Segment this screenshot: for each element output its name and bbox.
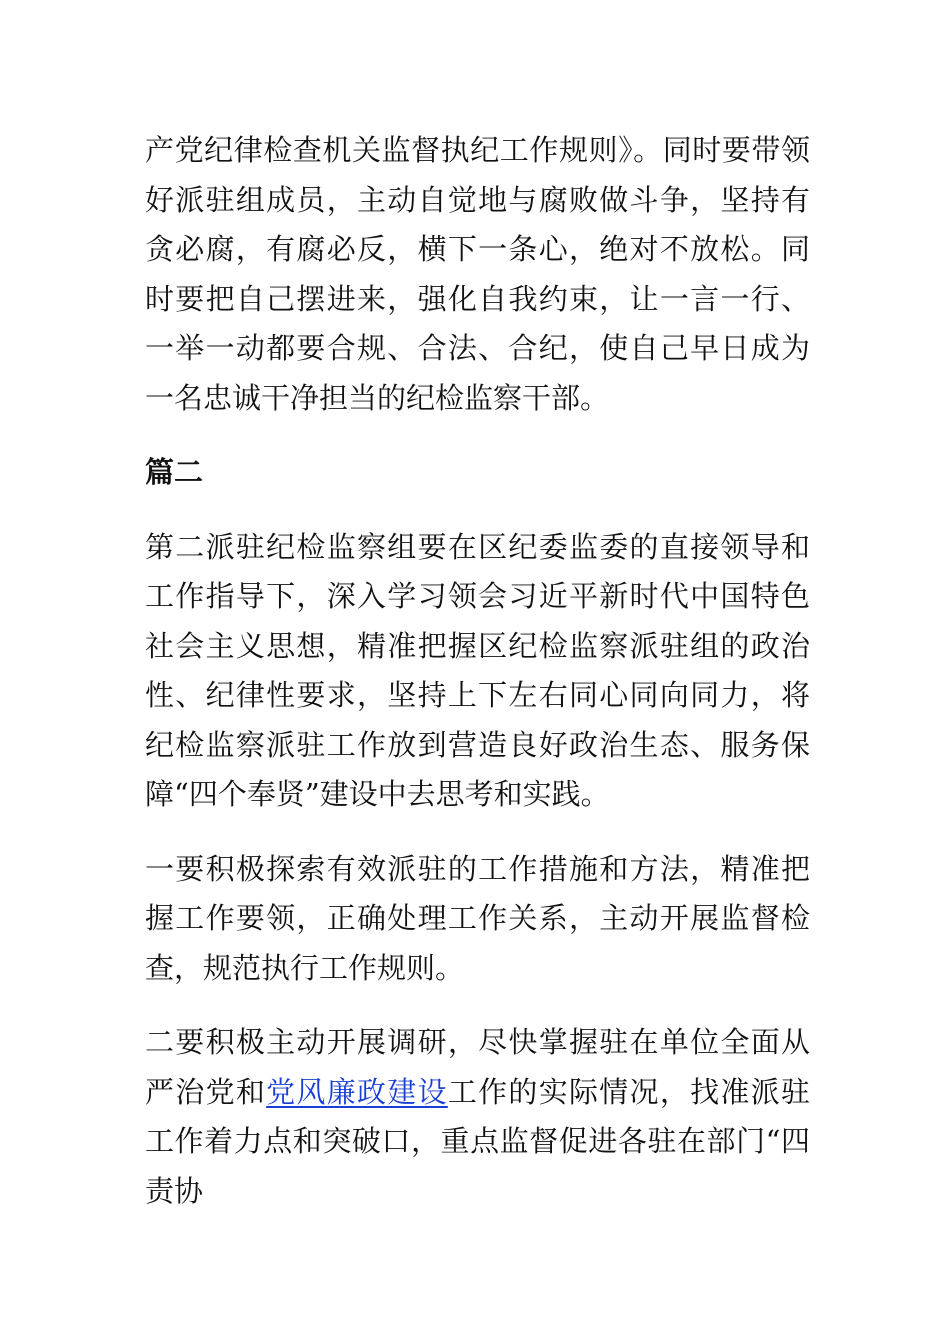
paragraph-1: 产党纪律检查机关监督执纪工作规则》。同时要带领好派驻组成员，主动自觉地与腐败做斗争，坚持有贪必腐，有腐必反，横下一条心，绝对不放松。同时要把自己摆进来，强化自我约束，让一言一行、一举一动都要合规、合法、合纪，使自己早日成为一名忠诚干净担当的纪检监察干部。	[145, 133, 810, 415]
section-heading: 篇二	[145, 455, 204, 489]
document-page	[145, 126, 810, 1241]
paragraph-4-text-after: 工作的实际情况，找准派驻工作着力点和突破口，重点监督促进各驻在部门“四责协	[145, 1074, 810, 1208]
paragraph-4	[145, 1018, 810, 1216]
paragraph-2: 第二派驻纪检监察组要在区纪委监委的直接领导和工作指导下，深入学习领会习近平新时代中国特色社会主义思想，精准把握区纪检监察派驻组的政治性、纪律性要求，坚持上下左右同心同向同力，将纪检监察派驻工作放到营造良好政治生态、服务保障“四个奉贤”建设中去思考和实践。	[145, 529, 810, 811]
paragraph-3: 一要积极探索有效派驻的工作措施和方法，精准把握工作要领，正确处理工作关系，主动开展监督检查，规范执行工作规则。	[145, 851, 810, 985]
party-conduct-link[interactable]: 党风廉政建设	[266, 1074, 448, 1109]
paragraph-4-text-before: 二要积极主动开展调研，尽快掌握驻在单位全面从严治党和	[145, 1025, 810, 1109]
